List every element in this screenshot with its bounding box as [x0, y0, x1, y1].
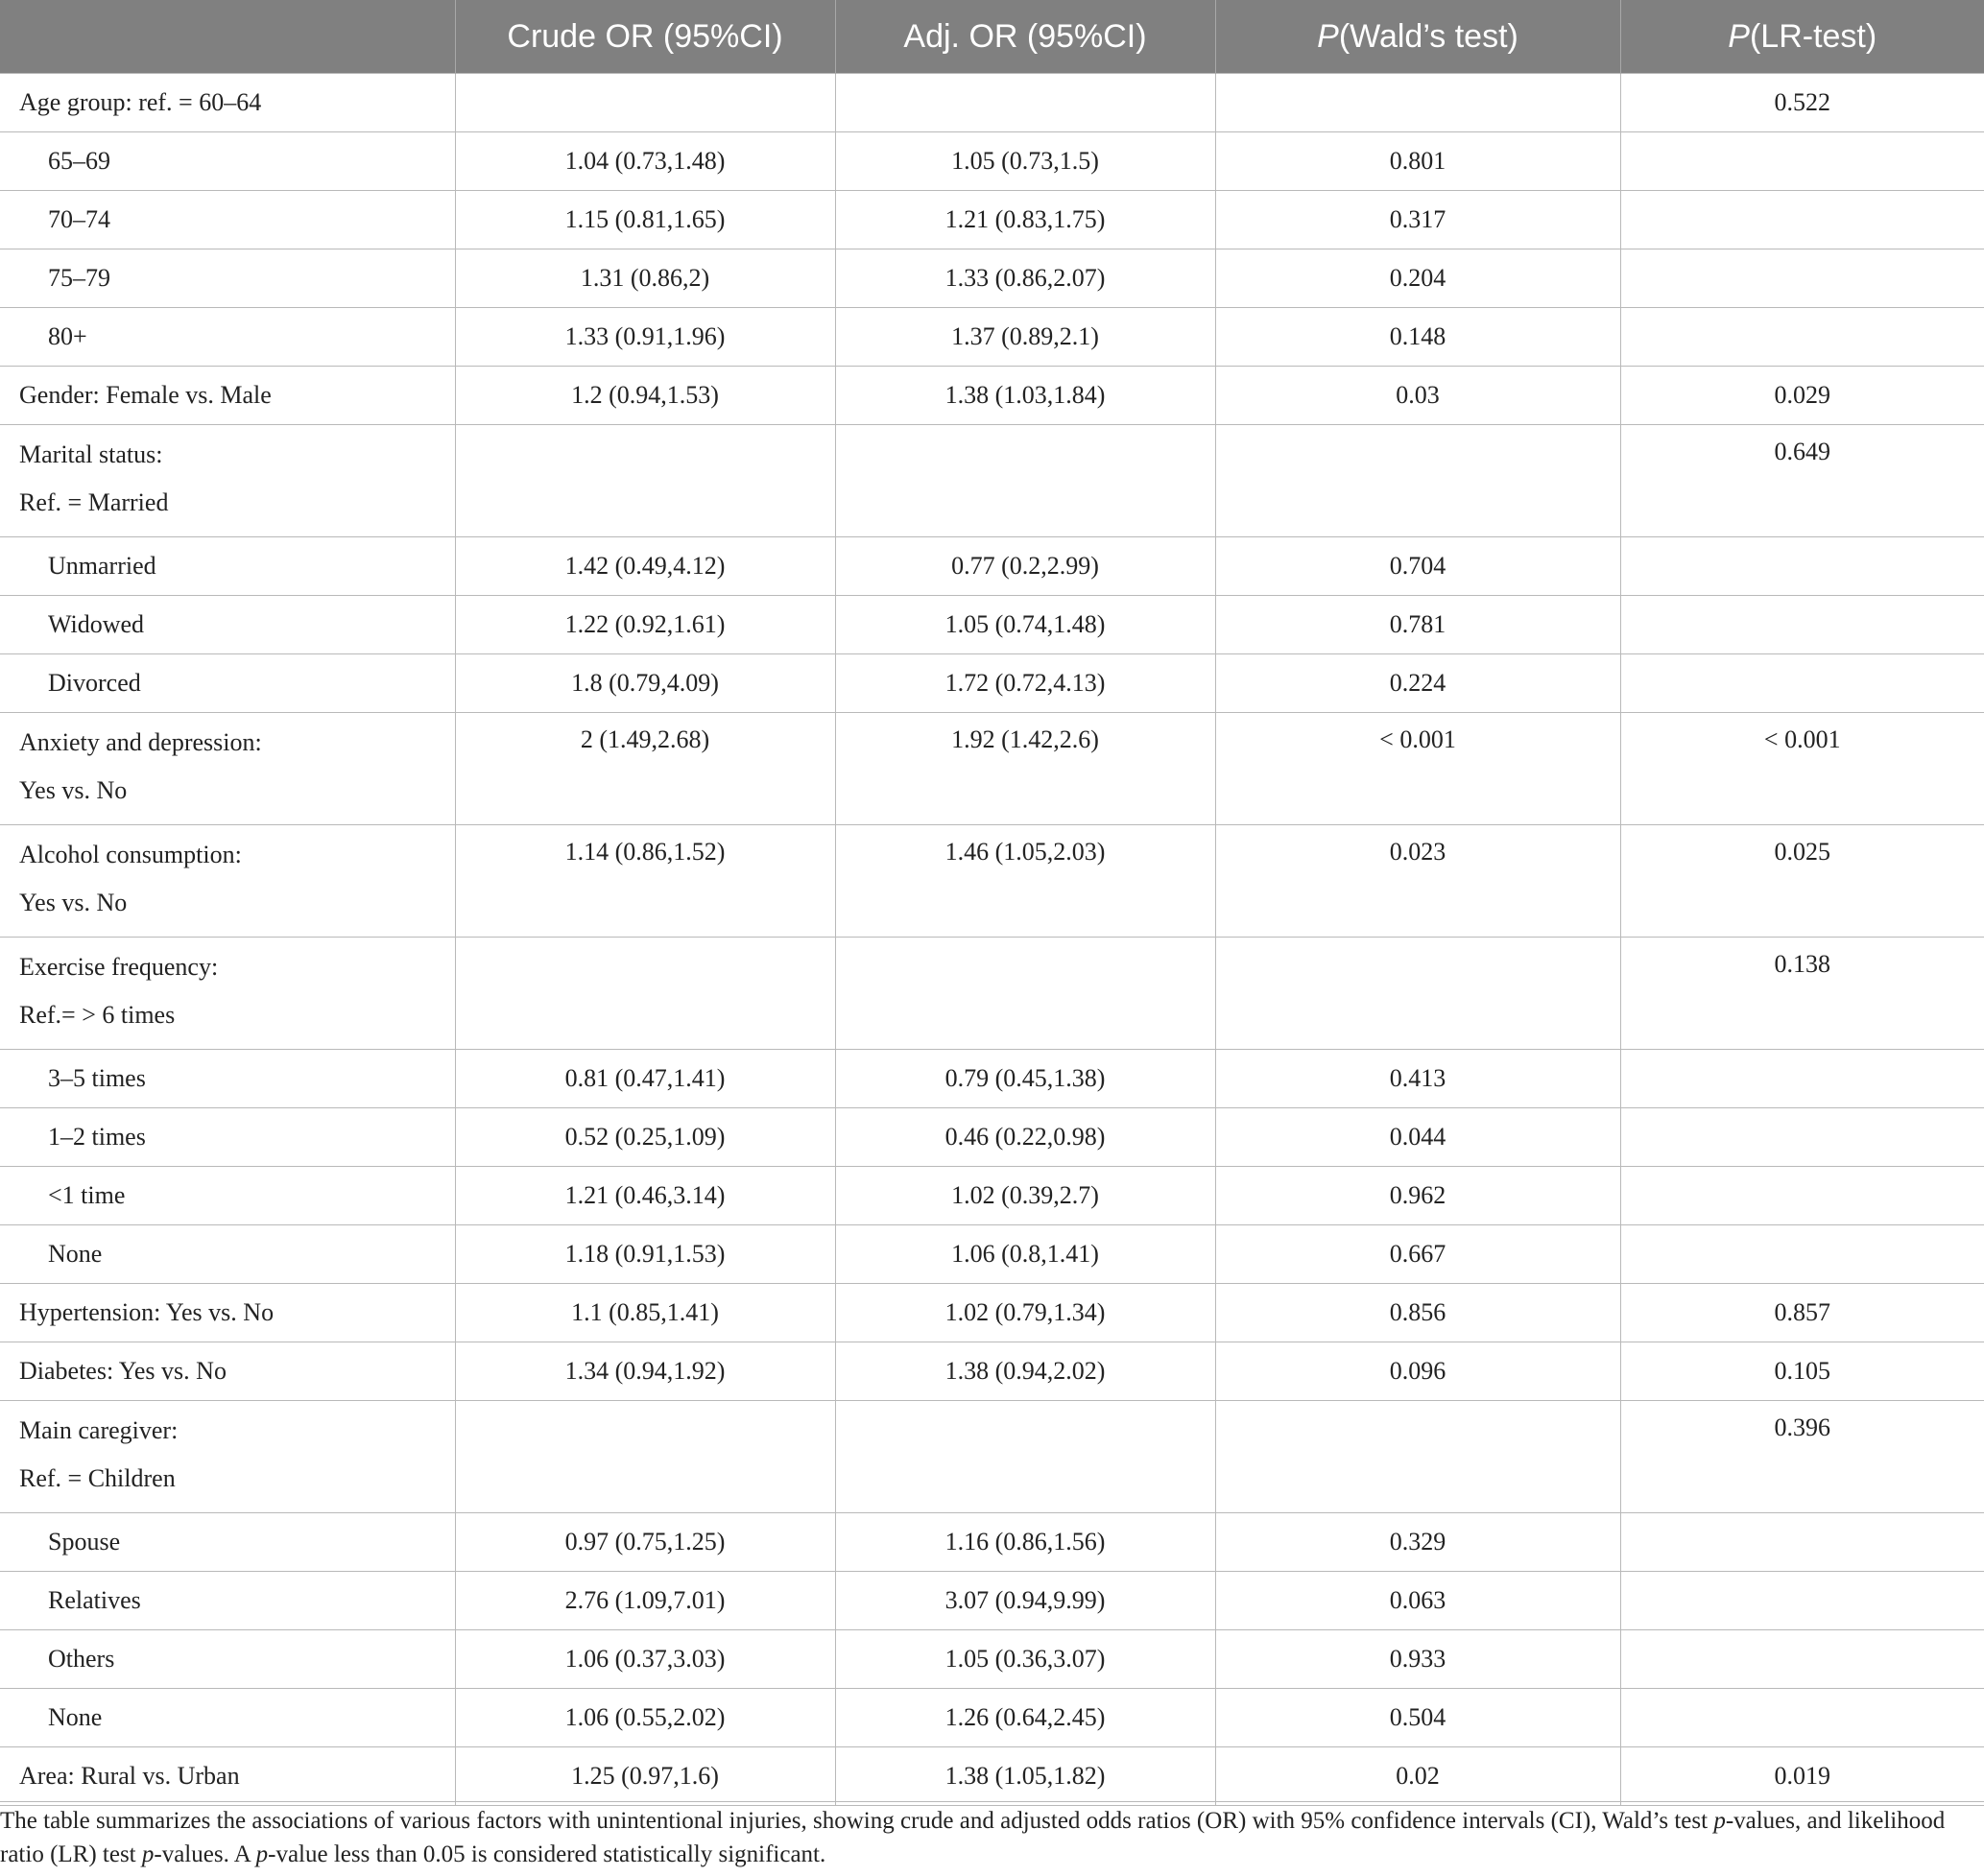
- row-label-cell: [0, 654, 455, 713]
- row-label-line: Alcohol consumption:: [19, 841, 242, 868]
- p-wald-cell: [1215, 1401, 1620, 1513]
- row-label-cell: [0, 1167, 455, 1225]
- adj-or-cell-value: 1.26 (0.64,2.45): [944, 1703, 1106, 1731]
- p-lr-cell: [1620, 367, 1984, 425]
- row-label-cell: [0, 938, 455, 1050]
- adj-or-cell-value: 0.79 (0.45,1.38): [944, 1064, 1106, 1092]
- row-label-line: Ref. = Children: [19, 1464, 176, 1492]
- row-label-cell: [0, 132, 455, 191]
- header-row: [0, 0, 1984, 74]
- p-lr-cell: [1620, 1572, 1984, 1630]
- adj-or-cell: [835, 425, 1215, 537]
- p-lr-cell: [1620, 132, 1984, 191]
- p-wald-cell: [1215, 425, 1620, 537]
- adj-or-cell: [835, 1284, 1215, 1342]
- row-label-cell: [0, 1689, 455, 1747]
- table-row: [0, 1747, 1984, 1806]
- p-wald-cell: [1215, 1572, 1620, 1630]
- p-wald-cell-value: 0.148: [1389, 322, 1446, 350]
- adj-or-cell: [835, 537, 1215, 596]
- row-label-cell: [0, 1401, 455, 1513]
- p-lr-cell-value: 0.025: [1774, 838, 1830, 866]
- adj-or-cell-value: 3.07 (0.94,9.99): [944, 1586, 1106, 1614]
- p-lr-cell: [1620, 1108, 1984, 1167]
- adj-or-cell: [835, 249, 1215, 308]
- crude-or-cell-value: 1.1 (0.85,1.41): [571, 1298, 719, 1326]
- row-label-cell: [0, 713, 455, 825]
- table-row: [0, 654, 1984, 713]
- crude-or-cell: [455, 1630, 835, 1689]
- adj-or-cell: [835, 1108, 1215, 1167]
- adj-or-cell-value: 1.38 (1.05,1.82): [944, 1762, 1106, 1790]
- p-lr-cell: [1620, 1050, 1984, 1108]
- footnote-p2: p: [141, 1841, 155, 1867]
- p-wald-cell-value: [1216, 938, 1620, 950]
- p-wald-cell-value: 0.856: [1389, 1298, 1446, 1326]
- row-label-line: None: [48, 1240, 103, 1268]
- adj-or-cell-value: [836, 425, 1215, 438]
- p-wald-cell: [1215, 596, 1620, 654]
- p-lr-cell: [1620, 825, 1984, 938]
- adj-or-cell: [835, 825, 1215, 938]
- adj-or-cell-value: 1.05 (0.36,3.07): [944, 1645, 1106, 1673]
- adj-or-cell-value: 1.16 (0.86,1.56): [944, 1528, 1106, 1555]
- crude-or-cell-value: 1.2 (0.94,1.53): [571, 381, 719, 409]
- adj-or-cell: [835, 1342, 1215, 1401]
- table-row: [0, 308, 1984, 367]
- footnote-part4: -value less than 0.05 is considered statistically significant.: [268, 1841, 826, 1867]
- table-row: [0, 1342, 1984, 1401]
- crude-or-cell-value: 1.34 (0.94,1.92): [564, 1357, 726, 1385]
- crude-or-cell: [455, 1342, 835, 1401]
- row-label-cell: [0, 1513, 455, 1572]
- crude-or-cell-value: 1.31 (0.86,2): [580, 264, 710, 292]
- p-wald-cell-value: 0.504: [1389, 1703, 1446, 1731]
- row-label-line: Unmarried: [48, 552, 156, 580]
- row-label-line: Area: Rural vs. Urban: [19, 1762, 240, 1790]
- row-label-cell: [0, 1572, 455, 1630]
- adj-or-cell: [835, 1167, 1215, 1225]
- row-label-line: Others: [48, 1645, 115, 1673]
- adj-or-cell-value: 1.46 (1.05,2.03): [944, 838, 1106, 866]
- adj-or-cell-value: 1.72 (0.72,4.13): [944, 669, 1106, 697]
- footnote-part3: -values. A: [154, 1841, 256, 1867]
- p-wald-cell: [1215, 825, 1620, 938]
- crude-or-cell: [455, 1050, 835, 1108]
- crude-or-cell-value: 1.33 (0.91,1.96): [564, 322, 726, 350]
- adj-or-cell-value: 0.77 (0.2,2.99): [951, 552, 1099, 580]
- p-wald-cell: [1215, 1225, 1620, 1284]
- adj-or-cell-value: 1.38 (1.03,1.84): [944, 381, 1106, 409]
- crude-or-cell: [455, 1572, 835, 1630]
- adj-or-cell: [835, 1050, 1215, 1108]
- crude-or-cell: [455, 191, 835, 249]
- p-wald-cell: [1215, 1689, 1620, 1747]
- adj-or-cell-value: 1.02 (0.79,1.34): [944, 1298, 1106, 1326]
- footnote-rule: [0, 1801, 1984, 1802]
- crude-or-cell-value: 0.52 (0.25,1.09): [564, 1123, 726, 1151]
- p-wald-cell-value: 0.781: [1389, 610, 1446, 638]
- p-wald-cell: [1215, 713, 1620, 825]
- row-label-line: Ref.= > 6 times: [19, 1001, 176, 1029]
- crude-or-cell-value: 1.04 (0.73,1.48): [564, 147, 726, 175]
- p-lr-cell: [1620, 596, 1984, 654]
- row-label-line: None: [48, 1703, 103, 1731]
- adj-or-cell: [835, 1689, 1215, 1747]
- table-row: [0, 1630, 1984, 1689]
- crude-or-cell: [455, 825, 835, 938]
- row-label-line: Divorced: [48, 669, 141, 697]
- row-label-line: Anxiety and depression:: [19, 728, 262, 756]
- row-label-line: 75–79: [48, 264, 110, 292]
- crude-or-cell-value: 1.14 (0.86,1.52): [564, 838, 726, 866]
- p-lr-cell: [1620, 938, 1984, 1050]
- p-wald-cell: [1215, 1630, 1620, 1689]
- table-row: [0, 1050, 1984, 1108]
- adj-or-cell: [835, 938, 1215, 1050]
- crude-or-cell-value: 0.97 (0.75,1.25): [564, 1528, 726, 1555]
- row-label-line: Gender: Female vs. Male: [19, 381, 272, 409]
- row-label-cell: [0, 537, 455, 596]
- table-row: [0, 1284, 1984, 1342]
- row-label-line: Main caregiver:: [19, 1416, 179, 1444]
- row-label-cell: [0, 1630, 455, 1689]
- crude-or-cell: [455, 1513, 835, 1572]
- table-row: [0, 537, 1984, 596]
- table-row: [0, 1689, 1984, 1747]
- p-wald-cell-value: 0.704: [1389, 552, 1446, 580]
- header-p-wald-rest: (Wald’s test): [1338, 17, 1518, 55]
- table-row: [0, 191, 1984, 249]
- p-wald-cell-value: 0.03: [1396, 381, 1440, 409]
- p-lr-cell-value: 0.138: [1774, 950, 1830, 978]
- p-wald-cell-value: 0.224: [1389, 669, 1446, 697]
- p-wald-cell: [1215, 308, 1620, 367]
- p-wald-cell: [1215, 1108, 1620, 1167]
- p-lr-cell: [1620, 1167, 1984, 1225]
- header-crude-or: Crude OR (95%CI): [455, 0, 835, 74]
- crude-or-cell-value: 1.8 (0.79,4.09): [571, 669, 719, 697]
- crude-or-cell-value: [456, 1401, 835, 1413]
- p-wald-cell: [1215, 1342, 1620, 1401]
- crude-or-cell: [455, 1225, 835, 1284]
- row-label-line: Age group: ref. = 60–64: [19, 88, 262, 116]
- crude-or-cell-value: 2 (1.49,2.68): [580, 725, 710, 753]
- crude-or-cell-value: 2.76 (1.09,7.01): [564, 1586, 726, 1614]
- table-row: [0, 1225, 1984, 1284]
- p-lr-cell: [1620, 1630, 1984, 1689]
- row-label-line: Diabetes: Yes vs. No: [19, 1357, 227, 1385]
- adj-or-cell: [835, 191, 1215, 249]
- table-row: [0, 249, 1984, 308]
- p-lr-cell: [1620, 1689, 1984, 1747]
- table-row: [0, 367, 1984, 425]
- adj-or-cell: [835, 132, 1215, 191]
- crude-or-cell: [455, 1689, 835, 1747]
- table-row: [0, 132, 1984, 191]
- header-p-lr-rest: (LR-test): [1749, 17, 1877, 55]
- p-lr-cell-value: 0.105: [1774, 1357, 1830, 1385]
- p-wald-cell: [1215, 537, 1620, 596]
- p-lr-cell-value: 0.029: [1774, 381, 1830, 409]
- row-label-line: 3–5 times: [48, 1064, 146, 1092]
- p-lr-cell: [1620, 713, 1984, 825]
- p-wald-cell: [1215, 191, 1620, 249]
- row-label-line: 65–69: [48, 147, 110, 175]
- table-body: [0, 74, 1984, 1806]
- p-wald-cell-value: 0.044: [1389, 1123, 1446, 1151]
- adj-or-cell: [835, 654, 1215, 713]
- adj-or-cell: [835, 367, 1215, 425]
- row-label-cell: [0, 425, 455, 537]
- p-wald-cell: [1215, 74, 1620, 132]
- header-variable: [0, 0, 455, 74]
- crude-or-cell: [455, 74, 835, 132]
- p-lr-cell-value: 0.396: [1774, 1413, 1830, 1441]
- p-wald-cell: [1215, 367, 1620, 425]
- header-p-wald: [1215, 0, 1620, 74]
- adj-or-cell: [835, 1225, 1215, 1284]
- row-label-cell: [0, 1747, 455, 1806]
- crude-or-cell: [455, 1167, 835, 1225]
- crude-or-cell: [455, 596, 835, 654]
- row-label-cell: [0, 1050, 455, 1108]
- header-p-lr-italic: P: [1728, 17, 1750, 55]
- p-lr-cell: [1620, 1342, 1984, 1401]
- p-wald-cell-value: 0.023: [1389, 838, 1446, 866]
- row-label-line: Yes vs. No: [19, 776, 128, 804]
- row-label-line: Ref. = Married: [19, 488, 169, 516]
- table-row: [0, 825, 1984, 938]
- row-label-cell: [0, 249, 455, 308]
- crude-or-cell: [455, 713, 835, 825]
- row-label-line: 70–74: [48, 205, 110, 233]
- p-lr-cell: [1620, 1401, 1984, 1513]
- row-label-line: 1–2 times: [48, 1123, 146, 1151]
- crude-or-cell-value: 1.21 (0.46,3.14): [564, 1181, 726, 1209]
- p-wald-cell-value: 0.096: [1389, 1357, 1446, 1385]
- row-label-line: Spouse: [48, 1528, 121, 1555]
- crude-or-cell: [455, 1284, 835, 1342]
- row-label-cell: [0, 596, 455, 654]
- p-lr-cell-value: 0.522: [1774, 88, 1830, 116]
- crude-or-cell: [455, 367, 835, 425]
- footnote-p1: p: [1713, 1808, 1726, 1834]
- adj-or-cell: [835, 74, 1215, 132]
- row-label-cell: [0, 1342, 455, 1401]
- p-lr-cell: [1620, 1284, 1984, 1342]
- table-row: [0, 596, 1984, 654]
- table-row: [0, 1167, 1984, 1225]
- row-label-line: 80+: [48, 322, 87, 350]
- header-p-lr: [1620, 0, 1984, 74]
- row-label-cell: [0, 367, 455, 425]
- p-wald-cell: [1215, 1747, 1620, 1806]
- adj-or-cell: [835, 1630, 1215, 1689]
- crude-or-cell: [455, 654, 835, 713]
- adj-or-cell-value: 1.37 (0.89,2.1): [951, 322, 1099, 350]
- crude-or-cell: [455, 938, 835, 1050]
- adj-or-cell: [835, 1572, 1215, 1630]
- adj-or-cell: [835, 1747, 1215, 1806]
- crude-or-cell-value: 1.18 (0.91,1.53): [564, 1240, 726, 1268]
- crude-or-cell: [455, 425, 835, 537]
- p-lr-cell: [1620, 191, 1984, 249]
- p-lr-cell: [1620, 1225, 1984, 1284]
- row-label-cell: [0, 1284, 455, 1342]
- p-wald-cell: [1215, 1167, 1620, 1225]
- crude-or-cell-value: 0.81 (0.47,1.41): [564, 1064, 726, 1092]
- table-row: [0, 1513, 1984, 1572]
- row-label-line: <1 time: [48, 1181, 126, 1209]
- p-wald-cell: [1215, 938, 1620, 1050]
- adj-or-cell-value: [836, 938, 1215, 950]
- adj-or-cell: [835, 596, 1215, 654]
- crude-or-cell: [455, 308, 835, 367]
- row-label-line: Yes vs. No: [19, 889, 128, 916]
- crude-or-cell-value: [456, 425, 835, 438]
- adj-or-cell-value: 1.06 (0.8,1.41): [951, 1240, 1099, 1268]
- table-row: [0, 1401, 1984, 1513]
- p-lr-cell: [1620, 308, 1984, 367]
- crude-or-cell-value: 1.22 (0.92,1.61): [564, 610, 726, 638]
- footnote-p3: p: [255, 1841, 269, 1867]
- p-lr-cell-value: < 0.001: [1763, 725, 1841, 753]
- row-label-cell: [0, 825, 455, 938]
- p-wald-cell-value: [1216, 1401, 1620, 1413]
- table-row: [0, 1572, 1984, 1630]
- p-wald-cell-value: 0.317: [1389, 205, 1446, 233]
- p-wald-cell-value: 0.801: [1389, 147, 1446, 175]
- adj-or-cell-value: 1.33 (0.86,2.07): [944, 264, 1106, 292]
- row-label-line: Widowed: [48, 610, 145, 638]
- p-wald-cell-value: [1216, 425, 1620, 438]
- p-lr-cell-value: 0.019: [1774, 1762, 1830, 1790]
- adj-or-cell-value: [836, 1401, 1215, 1413]
- p-lr-cell: [1620, 537, 1984, 596]
- p-wald-cell: [1215, 1284, 1620, 1342]
- p-lr-cell-value: 0.857: [1774, 1298, 1830, 1326]
- table-footnote: [0, 1804, 1977, 1871]
- crude-or-cell: [455, 132, 835, 191]
- adj-or-cell-value: 1.38 (0.94,2.02): [944, 1357, 1106, 1385]
- p-lr-cell: [1620, 249, 1984, 308]
- row-label-line: Hypertension: Yes vs. No: [19, 1298, 275, 1326]
- adj-or-cell-value: 1.05 (0.74,1.48): [944, 610, 1106, 638]
- p-lr-cell: [1620, 425, 1984, 537]
- crude-or-cell: [455, 1401, 835, 1513]
- table-row: [0, 74, 1984, 132]
- crude-or-cell: [455, 537, 835, 596]
- crude-or-cell-value: [456, 938, 835, 950]
- p-wald-cell-value: 0.063: [1389, 1586, 1446, 1614]
- crude-or-cell: [455, 249, 835, 308]
- header-adj-or: Adj. OR (95%CI): [835, 0, 1215, 74]
- crude-or-cell: [455, 1747, 835, 1806]
- header-p-wald-italic: P: [1317, 17, 1339, 55]
- p-wald-cell-value: 0.329: [1389, 1528, 1446, 1555]
- p-wald-cell-value: 0.667: [1389, 1240, 1446, 1268]
- crude-or-cell-value: 1.06 (0.37,3.03): [564, 1645, 726, 1673]
- p-lr-cell: [1620, 74, 1984, 132]
- adj-or-cell: [835, 308, 1215, 367]
- table-row: [0, 425, 1984, 537]
- table-row: [0, 938, 1984, 1050]
- p-wald-cell: [1215, 654, 1620, 713]
- footnote-part1: The table summarizes the associations of various factors with unintentional injuries, showing crude and adjusted odds ratios (OR) with 95% confidence intervals (CI), Wald’s test: [0, 1808, 1714, 1834]
- p-lr-cell-value: 0.649: [1774, 438, 1830, 465]
- footnote-part2: -values, and likelihood ratio (LR) test: [0, 1808, 1946, 1867]
- adj-or-cell: [835, 1513, 1215, 1572]
- p-wald-cell-value: 0.933: [1389, 1645, 1446, 1673]
- adj-or-cell: [835, 713, 1215, 825]
- adj-or-cell-value: 0.46 (0.22,0.98): [944, 1123, 1106, 1151]
- crude-or-cell-value: 1.42 (0.49,4.12): [564, 552, 726, 580]
- row-label-cell: [0, 1108, 455, 1167]
- adj-or-cell: [835, 1401, 1215, 1513]
- crude-or-cell-value: 1.06 (0.55,2.02): [564, 1703, 726, 1731]
- p-wald-cell-value: 0.413: [1389, 1064, 1446, 1092]
- p-wald-cell-value: 0.02: [1396, 1762, 1440, 1790]
- crude-or-cell-value: 1.25 (0.97,1.6): [571, 1762, 719, 1790]
- p-wald-cell: [1215, 1050, 1620, 1108]
- p-wald-cell-value: 0.962: [1389, 1181, 1446, 1209]
- p-wald-cell-value: < 0.001: [1379, 725, 1456, 753]
- row-label-line: Marital status:: [19, 440, 163, 468]
- row-label-line: Relatives: [48, 1586, 141, 1614]
- table-row: [0, 1108, 1984, 1167]
- row-label-cell: [0, 1225, 455, 1284]
- row-label-cell: [0, 74, 455, 132]
- adj-or-cell-value: 1.92 (1.42,2.6): [951, 725, 1099, 753]
- p-wald-cell: [1215, 1513, 1620, 1572]
- p-wald-cell: [1215, 132, 1620, 191]
- row-label-cell: [0, 308, 455, 367]
- crude-or-cell-value: 1.15 (0.81,1.65): [564, 205, 726, 233]
- row-label-cell: [0, 191, 455, 249]
- row-label-line: Exercise frequency:: [19, 953, 219, 981]
- table-row: [0, 713, 1984, 825]
- adj-or-cell-value: 1.02 (0.39,2.7): [951, 1181, 1099, 1209]
- adj-or-cell-value: 1.21 (0.83,1.75): [944, 205, 1106, 233]
- p-lr-cell: [1620, 654, 1984, 713]
- p-wald-cell-value: 0.204: [1389, 264, 1446, 292]
- p-lr-cell: [1620, 1513, 1984, 1572]
- adj-or-cell-value: 1.05 (0.73,1.5): [951, 147, 1099, 175]
- crude-or-cell: [455, 1108, 835, 1167]
- p-wald-cell: [1215, 249, 1620, 308]
- p-lr-cell: [1620, 1747, 1984, 1806]
